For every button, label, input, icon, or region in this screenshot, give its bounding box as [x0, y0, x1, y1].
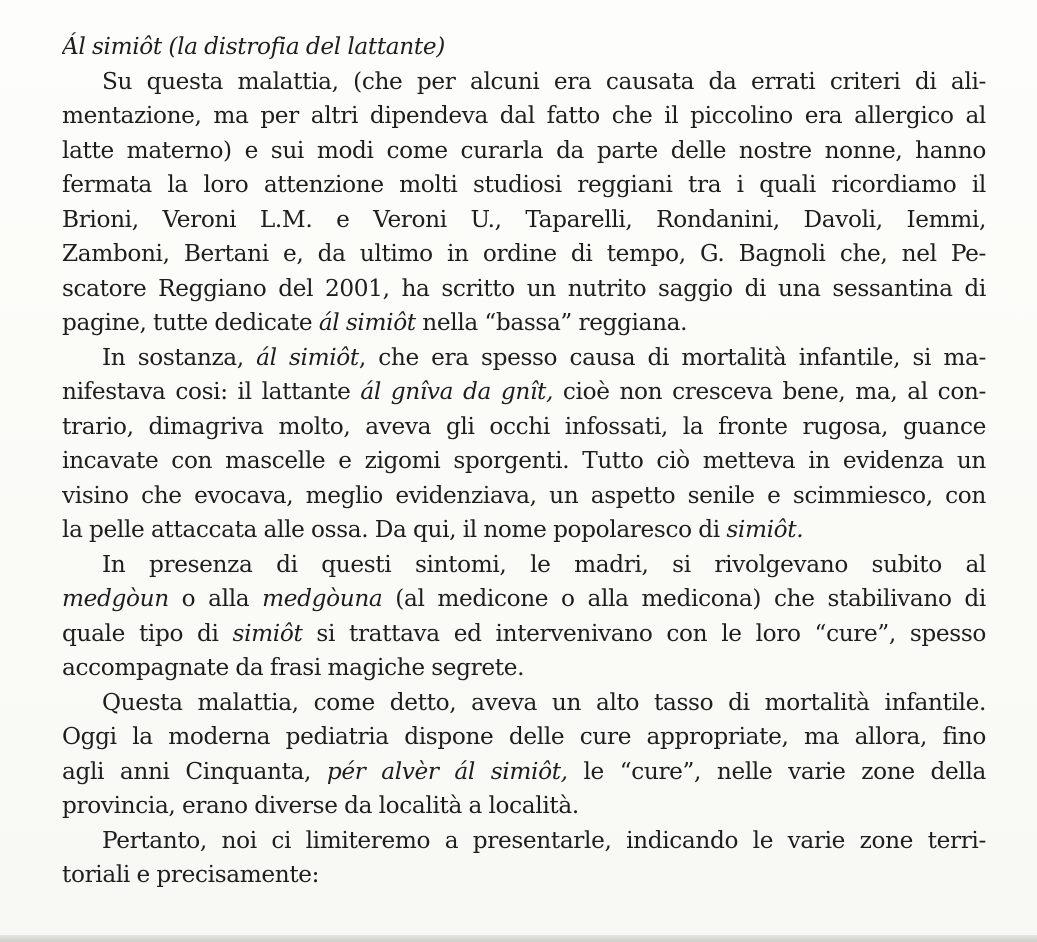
text-line: provincia, erano diverse da località a località. — [62, 792, 579, 819]
text-line: In presenza di questi sintomi, le madri, si rivolgevano subito al — [102, 550, 986, 578]
text-run: nifestava cosi: il lattante — [62, 378, 361, 405]
paragraph-4 — [62, 686, 986, 824]
document-body — [62, 30, 986, 893]
dialect-term: ál gnîva da gnît, — [360, 378, 553, 405]
paragraph-3 — [62, 548, 986, 686]
text-line: Brioni, Veroni L.M. e Veroni U., Taparelli, Rondanini, Davoli, Iemmi, — [62, 205, 986, 233]
text-line — [62, 306, 986, 341]
text-run: si trattava ed intervenivano con le loro “cure”, spesso — [302, 619, 986, 647]
text-line — [62, 513, 986, 548]
text-run: la pelle attaccata alle ossa. Da qui, il nome popolaresco di — [62, 516, 727, 543]
text-line: Zamboni, Bertani e, da ultimo in ordine di tempo, G. Bagnoli che, nel Pe- — [62, 240, 986, 267]
text-line: trario, dimagriva molto, aveva gli occhi infossati, la fronte rugosa, guance — [62, 412, 986, 440]
dialect-term: simiôt — [232, 619, 303, 647]
dialect-term: ál simiôt — [318, 309, 416, 336]
dialect-term: ál simiôt — [256, 343, 359, 371]
text-line: accompagnate da frasi magiche segrete. — [62, 654, 525, 681]
text-line: fermata la loro attenzione molti studiosi reggiani tra i quali ricordiamo il — [62, 171, 986, 198]
text-run: le “cure”, nelle varie zone della — [567, 757, 986, 785]
text-line: toriali e precisamente: — [62, 861, 320, 888]
text-run: quale tipo di — [62, 619, 233, 647]
text-line: scatore Reggiano del 2001, ha scritto un nutrito saggio di una sessantina di — [62, 274, 986, 302]
text-run: o alla — [168, 585, 263, 612]
text-line: Questa malattia, come detto, aveva un alto tasso di mortalità infantile. — [102, 688, 986, 716]
paragraph-1 — [62, 65, 986, 341]
section-heading: Ál simiôt (la distrofia del lattante) — [62, 33, 445, 60]
text-line — [62, 582, 986, 617]
text-run: agli anni Cinquanta, — [62, 757, 327, 785]
dialect-term: medgòuna — [262, 585, 383, 612]
text-run: cioè non cresceva bene, ma, al con- — [553, 378, 986, 405]
text-line — [62, 755, 986, 790]
text-line: latte materno) e sui modi come curarla da parte delle nostre nonne, hanno — [62, 136, 986, 164]
dialect-term: simiôt. — [726, 516, 804, 543]
paragraph-2 — [62, 341, 986, 548]
text-run: (al medicone o alla medicona) che stabilivano di — [382, 585, 986, 612]
text-line: visino che evocava, meglio evidenziava, un aspetto senile e scimmiesco, con — [62, 481, 986, 509]
page-bottom-edge — [0, 935, 1037, 942]
dialect-term: pér alvèr ál simiôt, — [326, 757, 568, 785]
text-line: Oggi la moderna pediatria dispone delle cure appropriate, ma allora, fino — [62, 723, 986, 750]
paragraph-5 — [62, 824, 986, 893]
text-run: , che era spesso causa di mortalità infantile, si ma- — [358, 343, 986, 371]
text-line — [62, 617, 986, 652]
text-line — [62, 375, 986, 410]
text-run: In sostanza, — [102, 343, 257, 371]
dialect-term: medgòun — [62, 585, 169, 612]
text-run: nella “bassa” reggiana. — [415, 309, 688, 336]
text-line: incavate con mascelle e zigomi sporgenti. Tutto ciò metteva in evidenza un — [62, 447, 986, 474]
text-line: Pertanto, noi ci limiteremo a presentarle, indicando le varie zone terri- — [102, 826, 986, 854]
text-line: mentazione, ma per altri dipendeva dal fatto che il piccolino era allergico al — [62, 102, 986, 129]
text-line: Su questa malattia, (che per alcuni era causata da errati criteri di ali- — [102, 67, 986, 95]
text-line — [62, 341, 986, 376]
text-run: pagine, tutte dedicate — [62, 309, 319, 336]
